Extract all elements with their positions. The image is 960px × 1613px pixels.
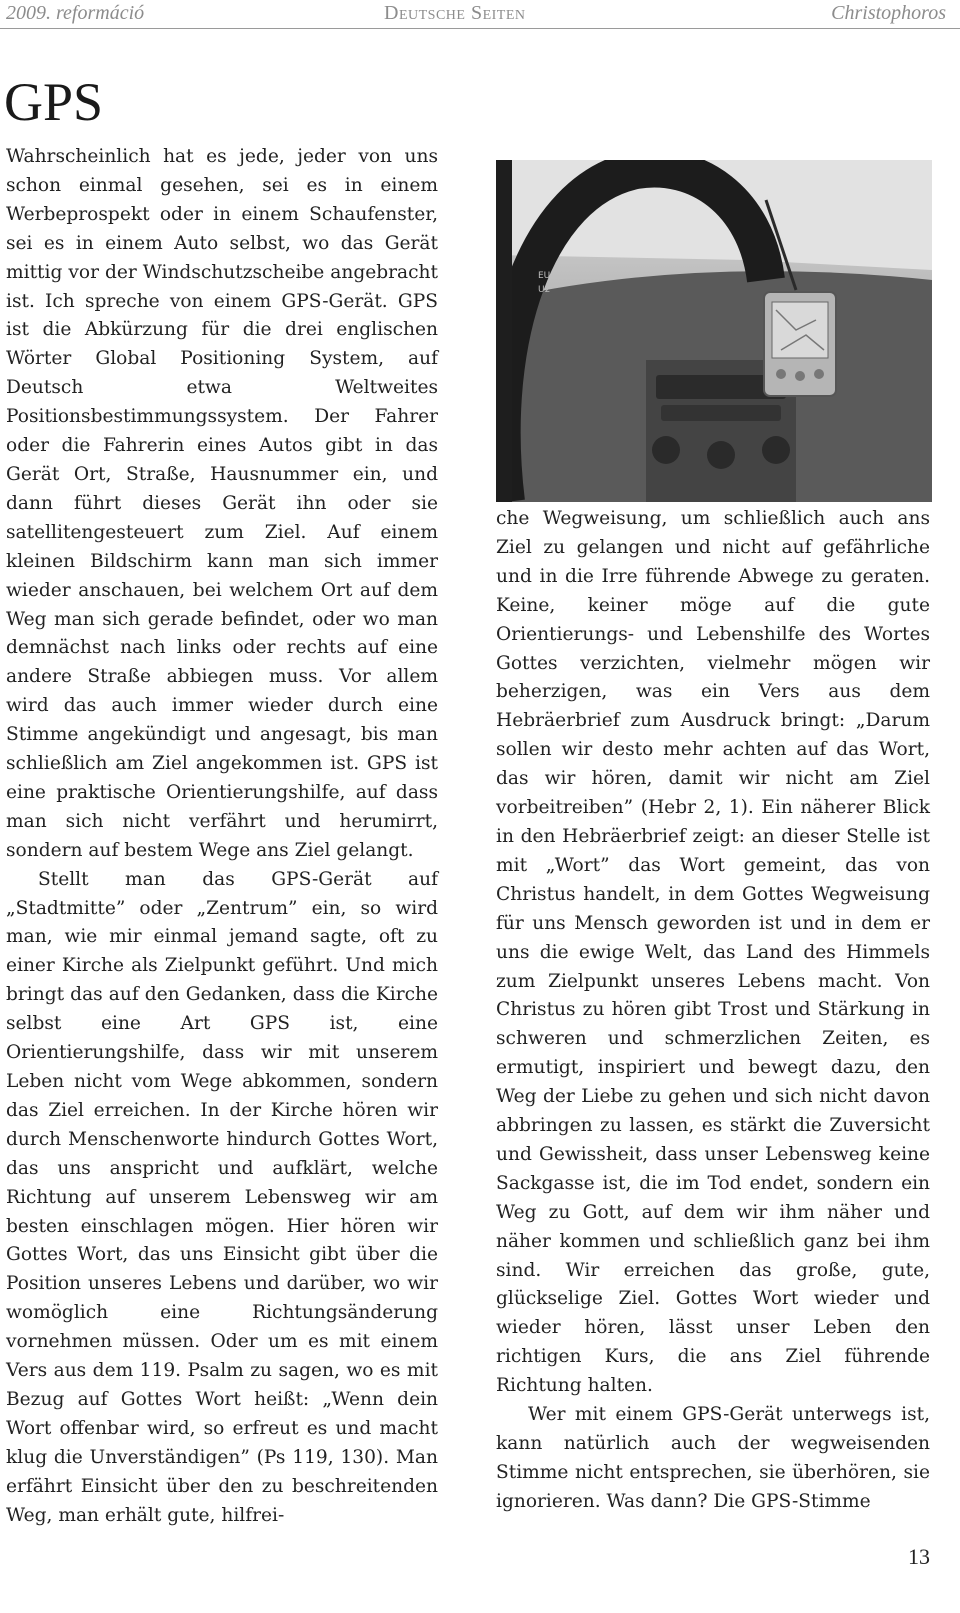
- car-interior-illustration: [496, 160, 932, 502]
- paragraph: che Wegweisung, um schließlich auch ans Ziel zu gelangen und nicht auf gefährliche und in die Irre führende Abwege zu geraten. Keine, keiner möge auf die gute Orientierungs- und Lebenshilfe des Wortes Gottes verzichten, vielmehr mögen wir beherzigen, was ein Vers aus dem Hebräerbrief zum Ausdruck bringt: „Darum sollen wir desto mehr achten auf das Wort, das wir hören, damit wir nicht am Ziel vorbeitreiben” (Hebr 2, 1). Ein näherer Blick in den Hebräerbrief zeigt: an dieser Stelle ist mit „Wort” das Wort gemeint, das von Christus handelt, in dem Gottes Wegweisung für uns Mensch geworden ist und in dem er uns die ewige Welt, das Land des Himmels zum Zielpunkt unseres Lebens macht. Von Christus zu hören gibt Trost und Stärkung in schweren und schmerzlichen Zeiten, es ermutigt, inspiriert und bewegt dazu, den Weg der Liebe zu gehen und sich nicht davon abbringen zu lassen, es stärkt die Zuversicht und Gewissheit, dass unser Lebensweg keine Sackgasse ist, die im Tod endet, sondern ein Weg zu Gott, auf dem wir ihm näher und näher kommen und schließlich ganz bei ihm sind. Wir erreichen das große, gute, glückselige Ziel. Gottes Wort wieder und wieder hören, lässt unser Leben den richtigen Kurs, die ans Ziel führende Richtung halten.: [496, 508, 930, 1397]
- running-header: [0, 0, 960, 29]
- gps-button: [795, 371, 805, 381]
- paragraph: Wer mit einem GPS-Gerät unterwegs ist, kann natürlich auch der wegweisenden Stimme nicht entsprechen, sie überhören, sie ignorieren. Was dann? Die GPS-Stimme: [496, 1404, 930, 1512]
- gps-screen: [772, 302, 828, 358]
- vent-knob: [707, 441, 735, 469]
- dashboard-label: EU: [538, 271, 551, 281]
- dashboard-label: U2: [538, 285, 551, 295]
- right-column: [496, 505, 930, 1517]
- article-title: GPS: [4, 72, 104, 132]
- left-column: [6, 143, 438, 1531]
- header-issue: 2009. reformáció: [6, 2, 145, 24]
- paragraph: Stellt man das GPS-Gerät auf „Stadtmitte” oder „Zentrum” ein, so wird man, wie mir einmal jemand sagte, oft zu einer Kirche als Zielpunkt geführt. Und mich bringt das auf den Gedanken, dass die Kirche selbst eine Art GPS ist, eine Orientierungshilfe, dass wir mit unserem Leben nicht vom Wege abkommen, sondern das Ziel erreichen. In der Kirche hören wir durch Menschenworte hindurch Gottes Wort, das uns anspricht und aufklärt, welche Richtung auf unserem Lebensweg wir am besten einschlagen mögen. Hier hören wir Gottes Wort, das uns Einsicht gibt über die Position unseres Lebens und darüber, wo wir womöglich eine Richtungsänderung vornehmen müssen. Oder um es mit einem Vers aus dem 119. Psalm zu sagen, wo es mit Bezug auf Gottes Wort heißt: „Wenn dein Wort offenbar wird, so erfreut es und macht klug die Unverständigen” (Ps 119, 130). Man erfährt Einsicht über den zu beschreitenden Weg, man erhält gute, hilfrei-: [6, 868, 438, 1526]
- radio-buttons: [661, 405, 781, 421]
- gps-button: [814, 369, 824, 379]
- steering-column: [496, 160, 512, 502]
- header-publication: Christophoros: [831, 2, 946, 24]
- page-number: 13: [908, 1544, 930, 1569]
- paragraph: Wahrscheinlich hat es jede, jeder von uns schon einmal gesehen, sei es in einem Werbeprospekt oder in einem Schaufenster, sei es in einem Auto selbst, wo das Gerät mittig vor der Windschutzscheibe angebracht ist. Ich spreche von einem GPS-Gerät. GPS ist die Abkürzung für die drei englischen Wörter Global Positioning System, auf Deutsch etwa Weltweites Positionsbestimmungssystem. Der Fahrer oder die Fahrerin eines Autos gibt in das Gerät Ort, Straße, Hausnummer ein, und dann führt dieses Gerät ihn oder sie satellitengesteuert zum Ziel. Auf einem kleinen Bildschirm kann man sich immer wieder anschauen, bei welchem Ort auf dem Weg man sich gerade befindet, oder wo man demnächst nach links oder rechts auf eine andere Straße abbiegen muss. Vor allem wird das auch immer wieder durch eine Stimme angekündigt und angesagt, bis man schließlich am Ziel angekommen ist. GPS ist eine praktische Orientierungshilfe, auf dass man sich nicht verfährt und herumirrt, sondern auf bestem Wege ans Ziel gelangt.: [6, 146, 438, 861]
- header-section: Deutsche Seiten: [384, 2, 526, 24]
- gps-button: [776, 369, 786, 379]
- vent-knob: [652, 436, 680, 464]
- vent-knob: [762, 436, 790, 464]
- car-gps-photo: [496, 160, 932, 502]
